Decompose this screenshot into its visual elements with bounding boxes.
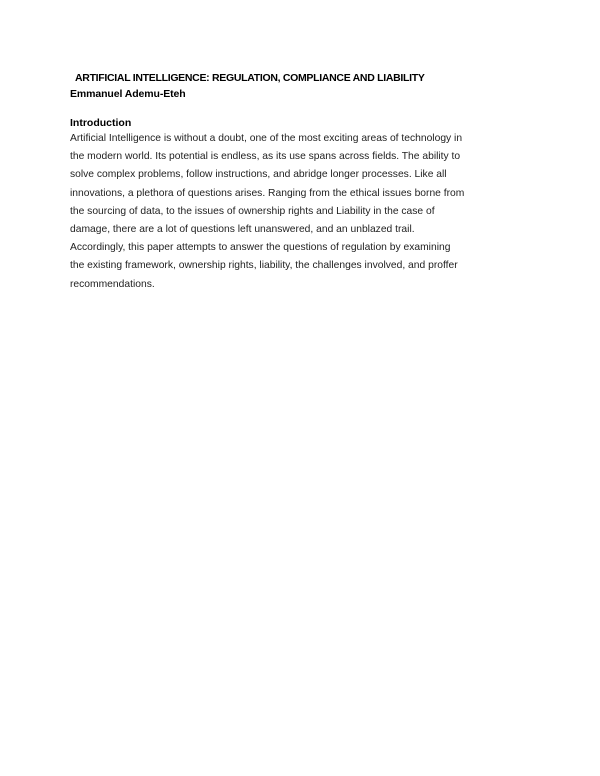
document-content	[70, 71, 532, 294]
section-heading-introduction: Introduction	[70, 117, 132, 129]
paragraph-line: Artificial Intelligence is without a doubt, one of the most exciting areas of technology in	[70, 133, 463, 144]
paragraph-line: damage, there are a lot of questions left unanswered, and an unblazed trail.	[70, 224, 415, 236]
paragraph-line: the modern world. Its potential is endless, as its use spans across fields. The ability to	[70, 151, 461, 163]
document-title: ARTIFICIAL INTELLIGENCE: REGULATION, COMPLIANCE AND LIABILITY	[75, 72, 425, 84]
paragraph-line: recommendations.	[70, 278, 155, 290]
paragraph-line: the existing framework, ownership rights, liability, the challenges involved, and proffer	[70, 260, 458, 272]
introduction-paragraph	[70, 130, 532, 294]
document-author: Emmanuel Ademu-Eteh	[70, 88, 186, 100]
paragraph-line: Accordingly, this paper attempts to answer the questions of regulation by examining	[70, 242, 451, 254]
paragraph-line: solve complex problems, follow instructions, and abridge longer processes. Like all	[70, 169, 447, 181]
paragraph-line: the sourcing of data, to the issues of ownership rights and Liability in the case of	[70, 205, 435, 217]
paragraph-line: innovations, a plethora of questions arises. Ranging from the ethical issues borne from	[70, 187, 465, 199]
